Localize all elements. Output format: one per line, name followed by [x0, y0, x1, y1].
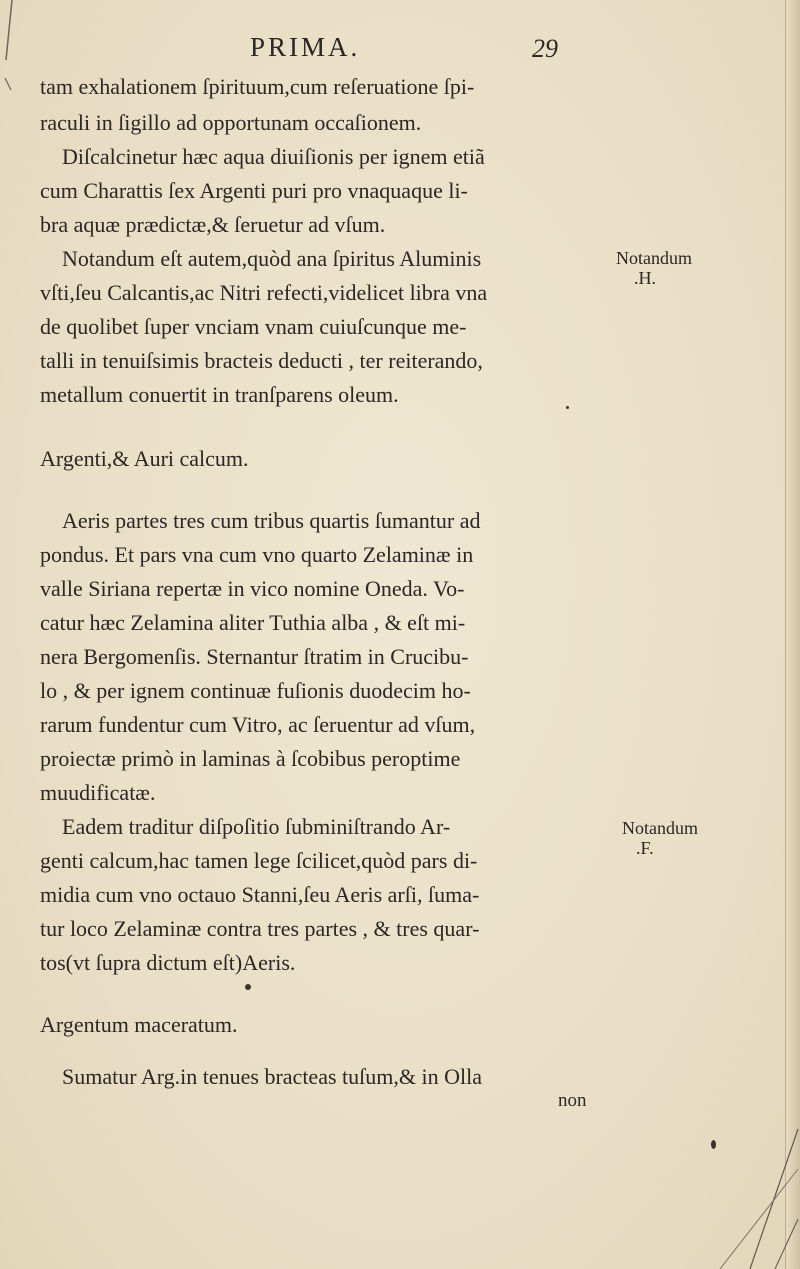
catchword: non [558, 1090, 587, 1111]
text-line: catur hæc Zelamina aliter Tuthia alba , & eſt mi- [40, 610, 466, 635]
section-heading: Argenti,& Auri calcum. [40, 446, 249, 471]
text-line: proiectæ primò in laminas à ſcobibus peroptime [40, 746, 461, 771]
margin-note [616, 248, 692, 288]
text-line: lo , & per ignem continuæ fuſionis duodecim ho- [40, 678, 471, 703]
text-line: rarum fundentur cum Vitro, ac ſeruentur ad vſum, [40, 712, 476, 737]
margin-note-letter: .F. [636, 838, 654, 858]
text-line: talli in tenuiſsimis bracteis deducti , ter reiterando, [40, 348, 483, 373]
text-line: de quolibet ſuper vnciam vnam cuiuſcunque me- [40, 314, 467, 339]
running-head: PRIMA. [250, 32, 361, 62]
text-line: pondus. Et pars vna cum vno quarto Zelaminæ in [40, 542, 474, 567]
text-line: nera Bergomenſis. Sternantur ſtratim in Crucibu- [40, 644, 469, 669]
text-line: metallum conuertit in tranſparens oleum. [40, 382, 399, 407]
text-line: Notandum eſt autem,quòd ana ſpiritus Aluminis [62, 246, 482, 271]
text-line: bra aquæ prædictæ,& ſeruetur ad vſum. [40, 212, 386, 237]
text-line: muudificatæ. [40, 780, 156, 805]
text-line: Diſcalcinetur hæc aqua diuiſionis per ignem etiã [62, 144, 485, 169]
margin-note [622, 818, 698, 858]
ink-speck [245, 984, 251, 990]
binding-mark [4, 0, 14, 110]
margin-note-label: Notandum [616, 248, 692, 268]
text-line: raculi in ſigillo ad opportunam occaſionem. [40, 110, 422, 135]
text-line: cum Charattis ſex Argenti puri pro vnaquaque li- [40, 178, 468, 203]
text-line: tur loco Zelaminæ contra tres partes , & tres quar- [40, 916, 480, 941]
text-line: vſti,ſeu Calcantis,ac Nitri refecti,videlicet libra vna [40, 280, 488, 305]
text-line: genti calcum,hac tamen lege ſcilicet,quòd pars di- [40, 848, 478, 873]
text-line: tos(vt ſupra dictum eſt)Aeris. [40, 950, 296, 975]
text-line: Aeris partes tres cum tribus quartis ſumantur ad [62, 508, 481, 533]
text-line: tam exhalationem ſpirituum,cum reſeruatione ſpi- [40, 74, 475, 99]
text-line: Sumatur Arg.in tenues bracteas tuſum,& in Olla [62, 1064, 482, 1089]
page-corner-lines [680, 1069, 800, 1269]
text-line: Eadem traditur diſpoſitio ſubminiſtrando Ar- [62, 814, 451, 839]
margin-note-letter: .H. [634, 268, 656, 288]
section-heading: Argentum maceratum. [40, 1012, 238, 1037]
margin-note-label: Notandum [622, 818, 698, 838]
text-line: midia cum vno octauo Stanni,ſeu Aeris arſi, ſuma- [40, 882, 480, 907]
page-number: 29 [532, 34, 558, 63]
text-line: valle Siriana repertæ in vico nomine Oneda. Vo- [40, 576, 465, 601]
ink-speck [566, 406, 569, 409]
